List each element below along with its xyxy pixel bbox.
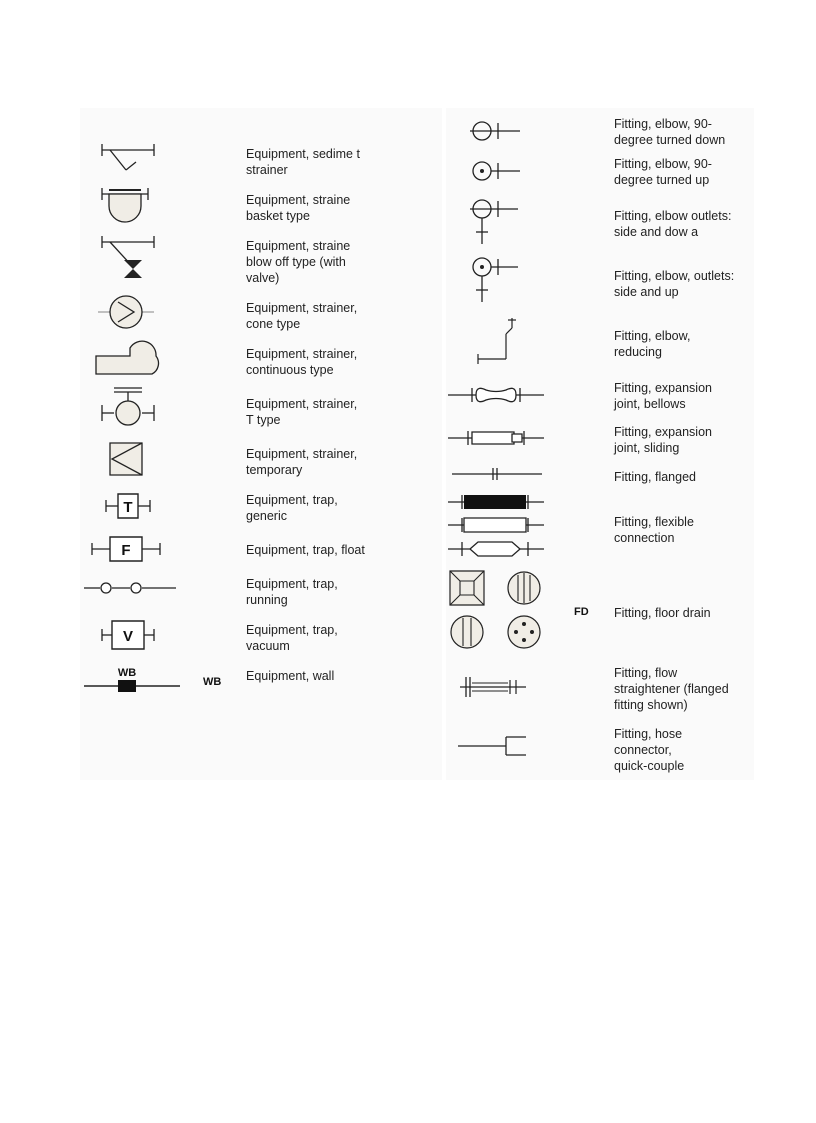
- elbow-reducing-label: Fitting, elbow, reducing: [614, 329, 691, 359]
- trap-vacuum-glyph: V: [122, 628, 134, 645]
- expansion-bellows-label: Fitting, expansion joint, bellows: [614, 381, 712, 411]
- trap-running-icon: [82, 578, 178, 598]
- hose-connector-label: Fitting, hose connector, quick-couple: [614, 727, 685, 773]
- trap-vacuum-icon: [96, 618, 160, 652]
- elbow-turned-down-icon: [468, 118, 524, 144]
- blow-off-strainer-label: Equipment, straine blow off type (with valve): [246, 239, 351, 285]
- t-type-strainer-icon: [96, 385, 160, 433]
- expansion-sliding-label: Fitting, expansion joint, sliding: [614, 425, 712, 455]
- trap-float-glyph: F: [121, 542, 131, 559]
- elbow-reducing-icon: [474, 314, 524, 368]
- continuous-strainer-icon: [92, 338, 162, 378]
- elbow-side-down-icon: [468, 196, 524, 248]
- cone-strainer-icon: [96, 292, 156, 332]
- flow-straightener-icon: [458, 672, 528, 702]
- hose-connector-icon: [456, 734, 532, 758]
- expansion-sliding-icon: [446, 426, 546, 450]
- wall-equipment-icon: [82, 664, 182, 696]
- trap-generic-glyph: T: [123, 499, 133, 516]
- sediment-strainer-label: Equipment, sedime t strainer: [246, 147, 360, 177]
- elbow-side-down-label: Fitting, elbow outlets: side and dow а: [614, 209, 732, 239]
- cone-strainer-label: Equipment, strainer, cone type: [246, 301, 358, 331]
- trap-float-icon: [86, 534, 166, 564]
- expansion-bellows-icon: [446, 382, 546, 408]
- t-type-strainer-label: Equipment, strainer, T type: [246, 397, 358, 427]
- floor-drain-abbreviation: FD: [574, 606, 589, 618]
- trap-generic-label: Equipment, trap, generic: [246, 493, 338, 523]
- elbow-turned-down-label: Fitting, elbow, 90- degree turned down: [614, 117, 726, 147]
- flanged-fitting-icon: [450, 464, 544, 484]
- flexible-connection-icon: [446, 490, 550, 562]
- sediment-strainer-icon: [96, 140, 166, 174]
- continuous-strainer-label: Equipment, strainer, continuous type: [246, 347, 358, 377]
- elbow-side-up-label: Fitting, elbow, outlets: side and up: [614, 269, 735, 299]
- wall-label: Equipment, wall: [246, 669, 335, 683]
- floor-drain-label: Fitting, floor drain: [614, 606, 711, 620]
- elbow-turned-up-icon: [468, 158, 524, 184]
- trap-generic-icon: [100, 490, 156, 522]
- temporary-strainer-icon: [104, 440, 148, 478]
- basket-strainer-icon: [96, 186, 156, 226]
- floor-drain-icon: [446, 568, 550, 654]
- flow-straightener-label: Fitting, flow straightener (flanged fitting shown): [614, 666, 729, 712]
- elbow-side-up-icon: [468, 254, 524, 306]
- blow-off-strainer-icon: [96, 232, 166, 282]
- flanged-fitting-label: Fitting, flanged: [614, 470, 696, 484]
- flexible-connection-label: Fitting, flexible connection: [614, 515, 694, 545]
- basket-strainer-label: Equipment, straine basket type: [246, 193, 351, 223]
- temporary-strainer-label: Equipment, strainer, temporary: [246, 447, 358, 477]
- wall-glyph: WB: [117, 667, 137, 679]
- trap-running-label: Equipment, trap, running: [246, 577, 338, 607]
- wall-abbreviation: WB: [203, 676, 222, 688]
- trap-vacuum-label: Equipment, trap, vacuum: [246, 623, 338, 653]
- elbow-turned-up-label: Fitting, elbow, 90- degree turned up: [614, 157, 712, 187]
- trap-float-label: Equipment, trap, float: [246, 543, 365, 557]
